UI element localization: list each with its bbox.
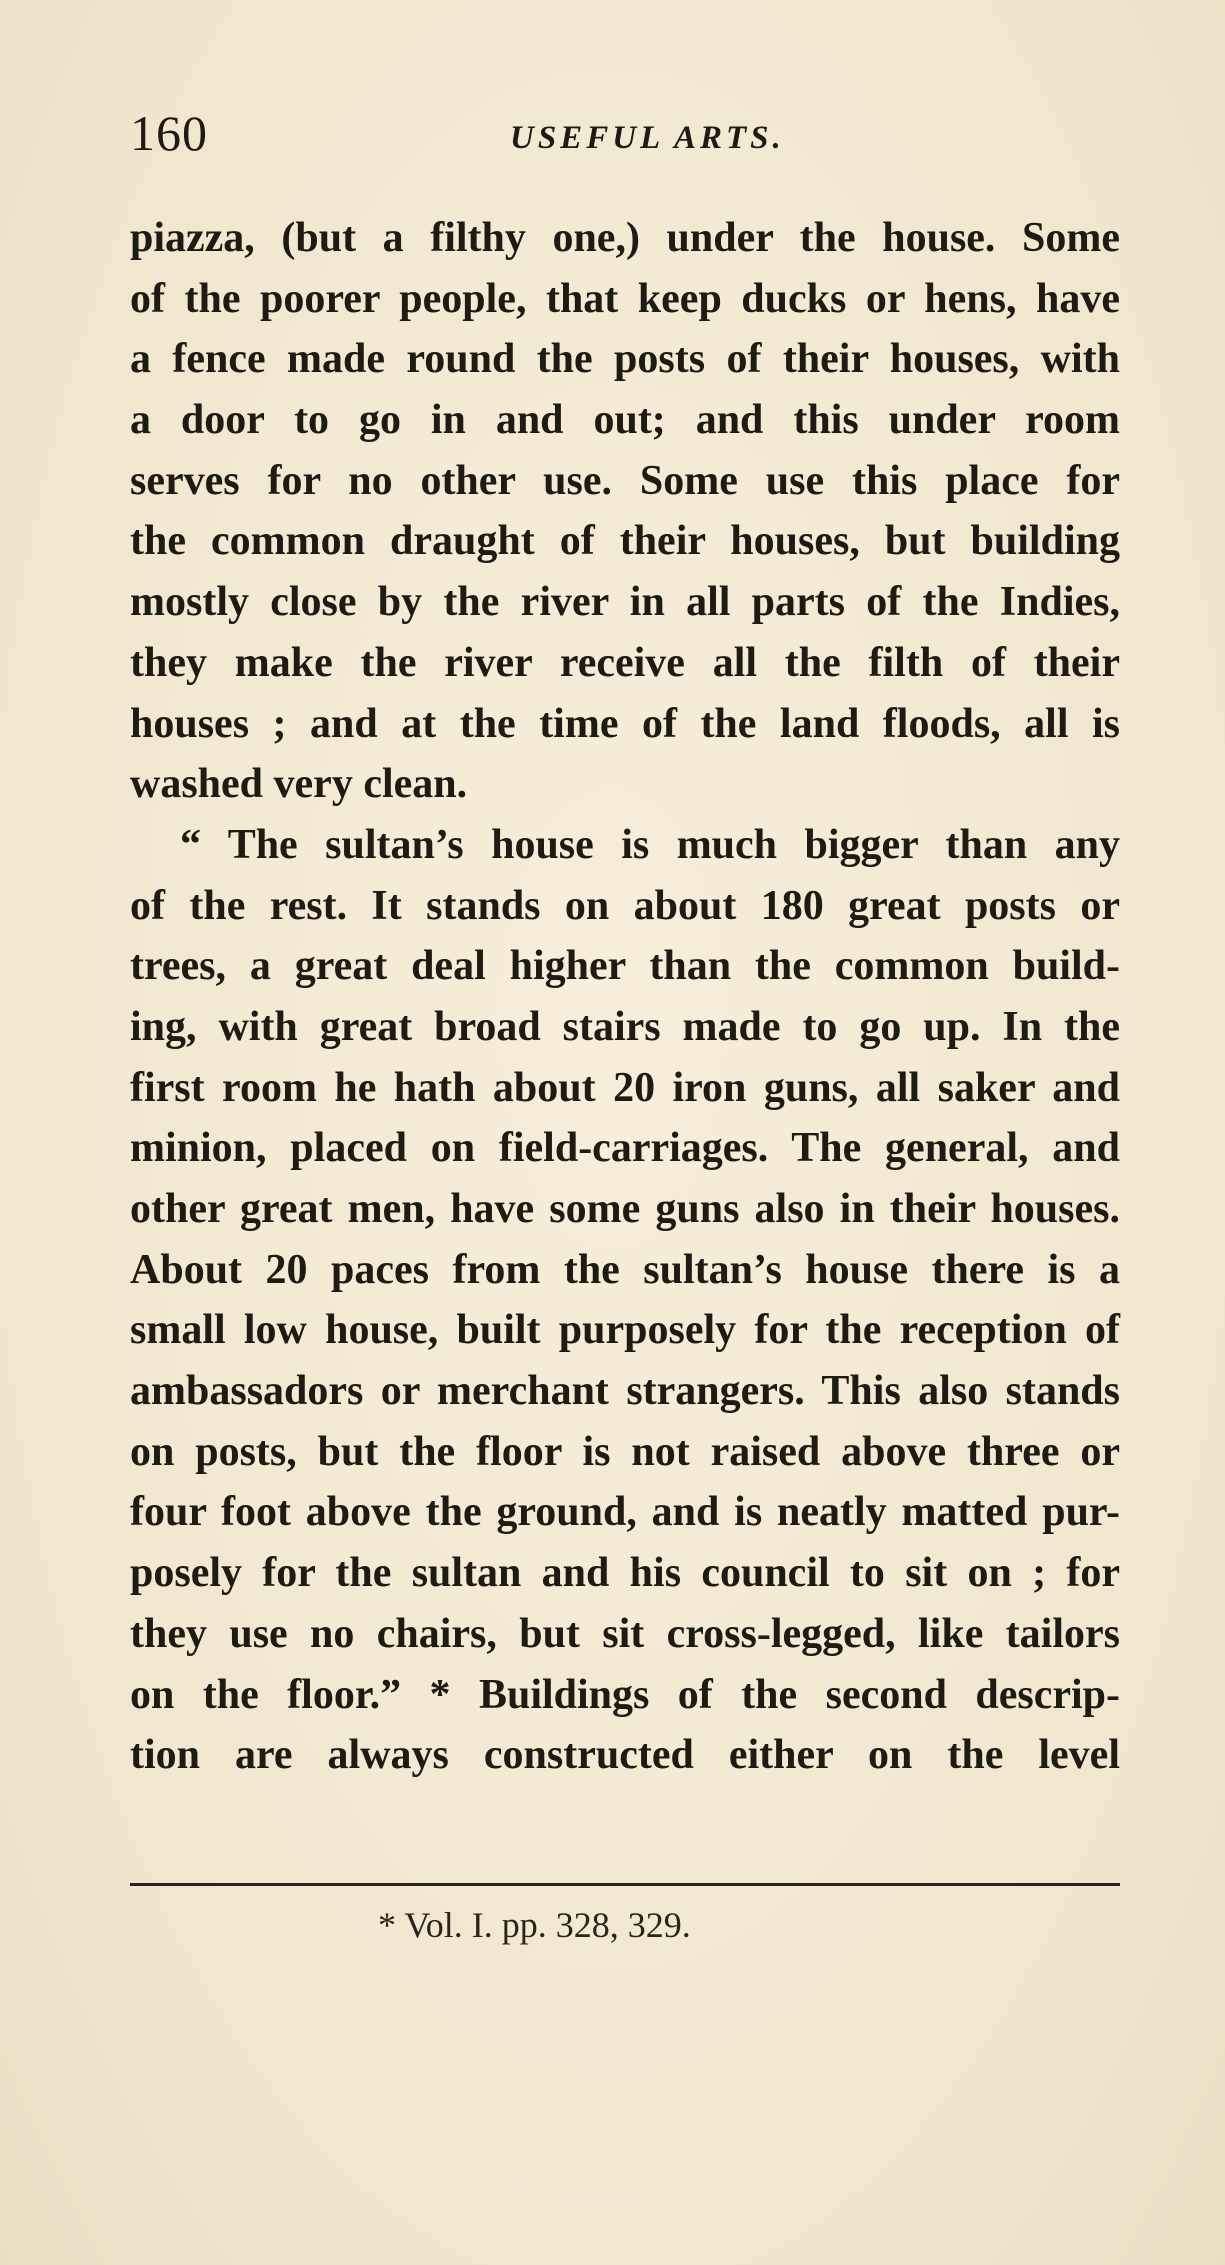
- footnote: * Vol. I. pp. 328, 329.: [378, 1905, 691, 1945]
- text-line: the common draught of their houses, but building: [130, 518, 1120, 565]
- text-line: on the floor.” * Buildings of the second descrip-: [130, 1671, 1120, 1718]
- body-text: [130, 208, 1120, 1786]
- text-line: first room he hath about 20 iron guns, all saker and: [130, 1064, 1120, 1111]
- text-line: houses ; and at the time of the land floods, all is: [130, 700, 1120, 747]
- footnote-rule: [130, 1883, 1120, 1886]
- running-head: USEFUL ARTS.: [510, 120, 785, 156]
- text-line: small low house, built purposely for the reception of: [130, 1307, 1120, 1354]
- text-line: About 20 paces from the sultan’s house there is a: [130, 1246, 1120, 1293]
- text-line: they use no chairs, but sit cross-legged, like tailors: [130, 1610, 1120, 1657]
- text-line: posely for the sultan and his council to sit on ; for: [130, 1550, 1120, 1597]
- text-line: a door to go in and out; and this under room: [130, 397, 1120, 444]
- text-line: piazza, (but a filthy one,) under the house. Some: [130, 215, 1120, 261]
- text-line: four foot above the ground, and is neatly matted pur-: [130, 1489, 1120, 1536]
- text-line: washed very clean.: [130, 761, 468, 808]
- text-line: other great men, have some guns also in their houses.: [130, 1186, 1120, 1232]
- text-line: trees, a great deal higher than the common build-: [130, 943, 1120, 990]
- text-line: tion are always constructed either on the level: [130, 1732, 1120, 1779]
- text-line: of the poorer people, that keep ducks or hens, have: [130, 275, 1120, 322]
- page-header: [130, 105, 1120, 161]
- text-line: ing, with great broad stairs made to go up. In the: [130, 1003, 1120, 1050]
- text-line: minion, placed on field-carriages. The general, and: [130, 1125, 1120, 1172]
- page-number: 160: [130, 105, 208, 161]
- text-line: ambassadors or merchant strangers. This also stands: [130, 1368, 1120, 1415]
- text-line: on posts, but the floor is not raised above three or: [130, 1428, 1120, 1475]
- text-line: they make the river receive all the filth of their: [130, 639, 1120, 686]
- text-line: serves for no other use. Some use this place for: [130, 457, 1120, 504]
- text-line: a fence made round the posts of their houses, with: [130, 336, 1120, 383]
- text-line: of the rest. It stands on about 180 great posts or: [130, 882, 1120, 929]
- text-line: mostly close by the river in all parts of the Indies,: [130, 579, 1120, 626]
- text-line: “ The sultan’s house is much bigger than any: [180, 821, 1120, 868]
